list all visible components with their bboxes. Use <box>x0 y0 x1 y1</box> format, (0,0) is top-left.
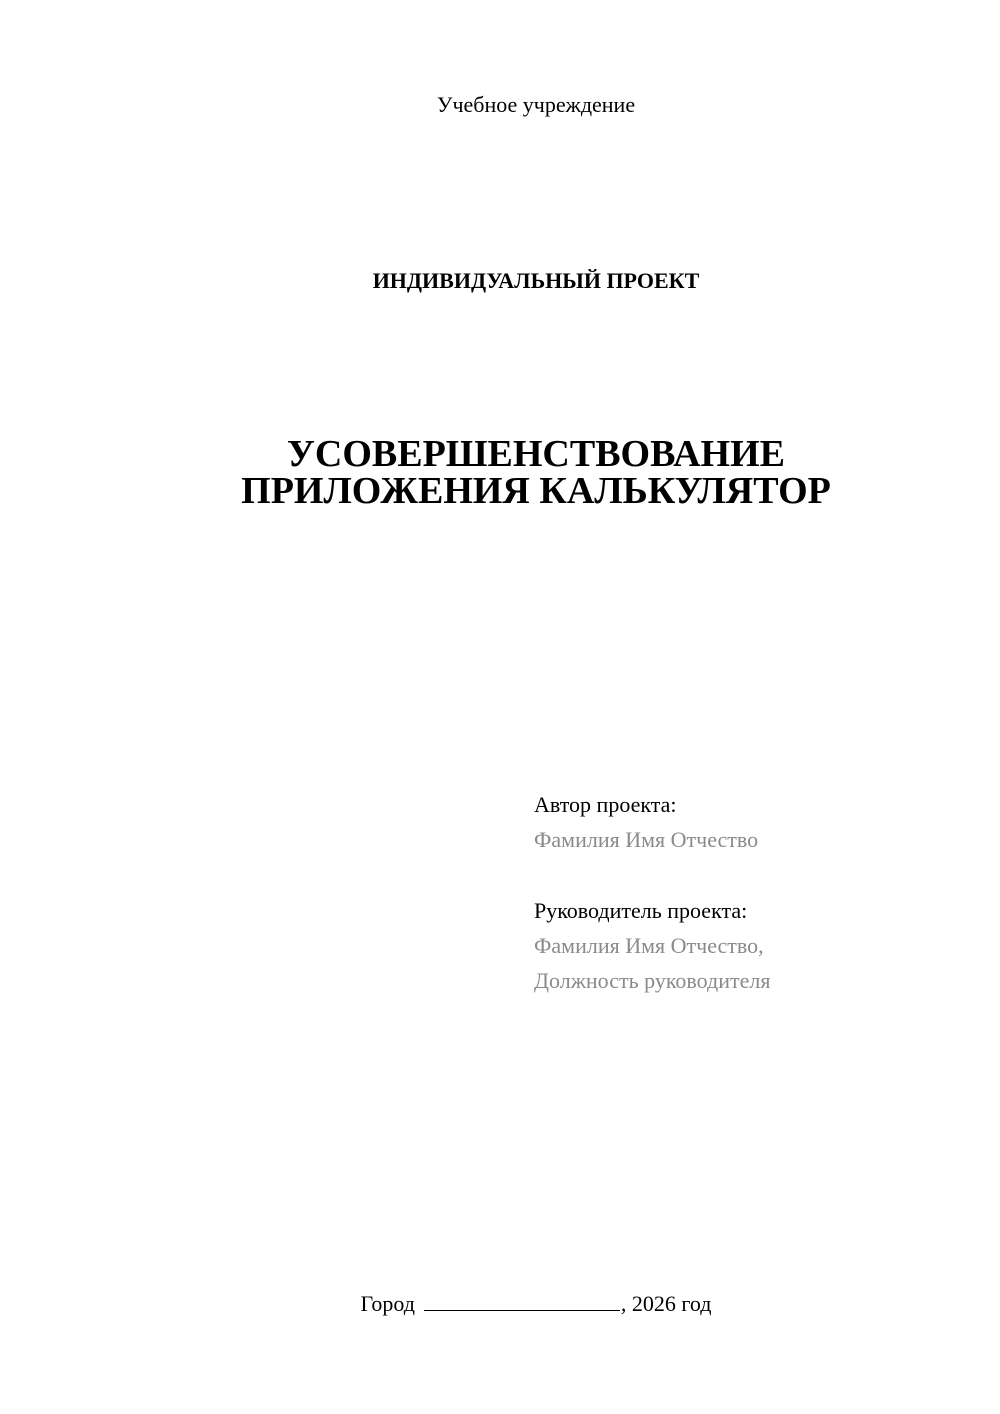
supervisor-name: Фамилия Имя Отчество, <box>534 933 764 958</box>
project-title-line-1: УСОВЕРШЕНСТВОВАНИЕ <box>287 433 785 475</box>
author-name: Фамилия Имя Отчество <box>534 827 759 852</box>
city-year-line <box>0 1289 1000 1319</box>
document-type: ИНДИВИДУАЛЬНЫЙ ПРОЕКТ <box>372 268 700 293</box>
city-blank-underline <box>424 1291 620 1311</box>
credits-spacer <box>534 857 974 893</box>
supervisor-label: Руководитель проекта: <box>534 898 748 923</box>
project-title <box>0 433 1000 512</box>
author-label: Автор проекта: <box>534 792 677 817</box>
project-title-line-2: ПРИЛОЖЕНИЯ КАЛЬКУЛЯТОР <box>241 470 831 512</box>
year-text: , 2026 год <box>620 1291 712 1316</box>
project-credits <box>534 787 974 998</box>
city-label: Город <box>360 1291 415 1316</box>
supervisor-position: Должность руководителя <box>534 968 771 993</box>
institution-name: Учебное учреждение <box>436 92 636 117</box>
